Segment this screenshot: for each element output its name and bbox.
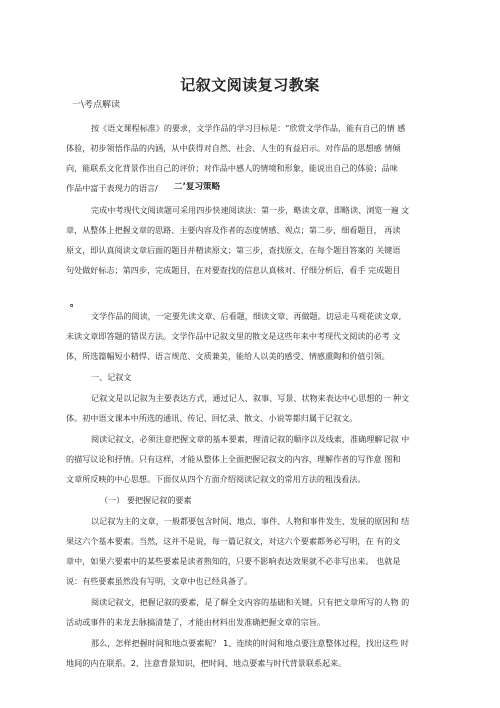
paragraph-line: 说：有些要素虽然没有写明，文章中也已经具备了。 (66, 576, 253, 586)
paragraph-line: 作品中富于表现力的语言/ (66, 183, 158, 193)
paragraph-line: 未读文章即答题的错误方法。文学作品中记叙文里的散文是这些年来中考现代文阅读的必考 文 (66, 331, 401, 341)
paragraph-line: 完成中考现代文阅读题可采用四步快速阅读法：第一步，略读文章，即略读、浏览一遍 文 (91, 205, 410, 215)
paragraph-line: 阅读记叙文，必须注意把握文章的基本要素，理清记叙的顺序以及线索，准确理解记叙 中 (91, 434, 410, 444)
paragraph-line: 体，所选篇幅短小精悍、语言规范、文质兼美，能给人以美的感受、情感熏陶和价值引领。 (66, 351, 390, 361)
section-heading-strategy: 二’复习策略 (174, 182, 221, 192)
paragraph-line: 按《语文课程标准》的要求，文学作品的学习目标是：“欣赏文学作品，能有自己的情 感 (91, 123, 406, 133)
subheading-narrative: 一、记叙文 (91, 372, 132, 382)
paragraph-line: 体。初中语文课本中所选的通讯、传记、回忆录、散文、小说等都归属于记叙文。 (66, 413, 358, 423)
subheading-elements: （一） 要把握记叙的要素 (100, 495, 192, 505)
paragraph-line: 原文，即认真阅读文章后面的题目并精读原文；第三步，查找原文，在每个题目答案的 关键语 (66, 245, 401, 255)
paragraph-line: 文学作品的阅读，一定要先读文章、后看题，细读文章、再做题。切忌走马观花读文章, (91, 311, 402, 321)
paragraph-line: 章，从整体上把握文章的思路、主要内容及作者的态度情感、观点；第二步，细看题目， 再读 (66, 225, 401, 235)
paragraph-line: 活动或事件的来龙去脉搞清楚了，才能由材料出发准确把握文章的宗旨。 (66, 617, 326, 627)
section-heading-exam-points: 一\考点解读 (72, 100, 121, 110)
paragraph-line: 果这六个基本要素。当然，这并不是说，每一篇记叙文，对这六个要素都务必写明，在 有的文 (66, 536, 401, 546)
paragraph-line: 那么，怎样把握时间和地点要素呢？ 1、连续的时间和地点要注意整体过程，找出这些 时 (91, 638, 409, 648)
paragraph-line: 章中，如果六要素中的某些要素是读者熟知的，只要不影响表达效果就不必非写出来。 也就是 (66, 556, 401, 566)
paragraph-end-mark: 。 (70, 299, 80, 309)
paragraph-line: 以记叙为主的文章，一般都要包含时间、地点、事件、人物和事件发生、发展的原因和 结 (91, 516, 410, 526)
paragraph-line: 体验，初步领悟作品的内涵，从中获得对自然、社会、人生的有益启示。对作品的思想感 情倾 (66, 143, 401, 153)
paragraph-line: 记叙文是以记叙为主要表达方式，通过记人、叙事、写景、状物来表达中心思想的一 种文 (91, 393, 410, 403)
paragraph-line: 句处做好标志；第四步，完成题目，在对要查找的信息认真核对、仔细分析后，看手 完成题目 (66, 265, 401, 275)
paragraph-line: 的描写议论和抒情。只有这样，才能从整体上全面把握记叙文的内容，理解作者的写作意 图和 (66, 454, 401, 464)
document-title: 记叙文阅读复习教案 (180, 76, 320, 94)
paragraph-line: 向，能联系文化背景作出自己的评价；对作品中感人的情境和形象，能说出自己的体验；品味 (66, 163, 398, 173)
paragraph-line: 文章所反映的中心思想。下面仅从四个方面介绍阅读记叙文的常用方法的粗浅看法。 (66, 474, 366, 484)
paragraph-line: 阅读记叙文，把握记叙的要素，是了解全文内容的基础和关键。只有把文章所写的人物 的 (91, 597, 410, 607)
paragraph-line: 地间的内在联系。2、注意背景知识，把时间、地点要素与时代背景联系起来。 (66, 658, 347, 668)
